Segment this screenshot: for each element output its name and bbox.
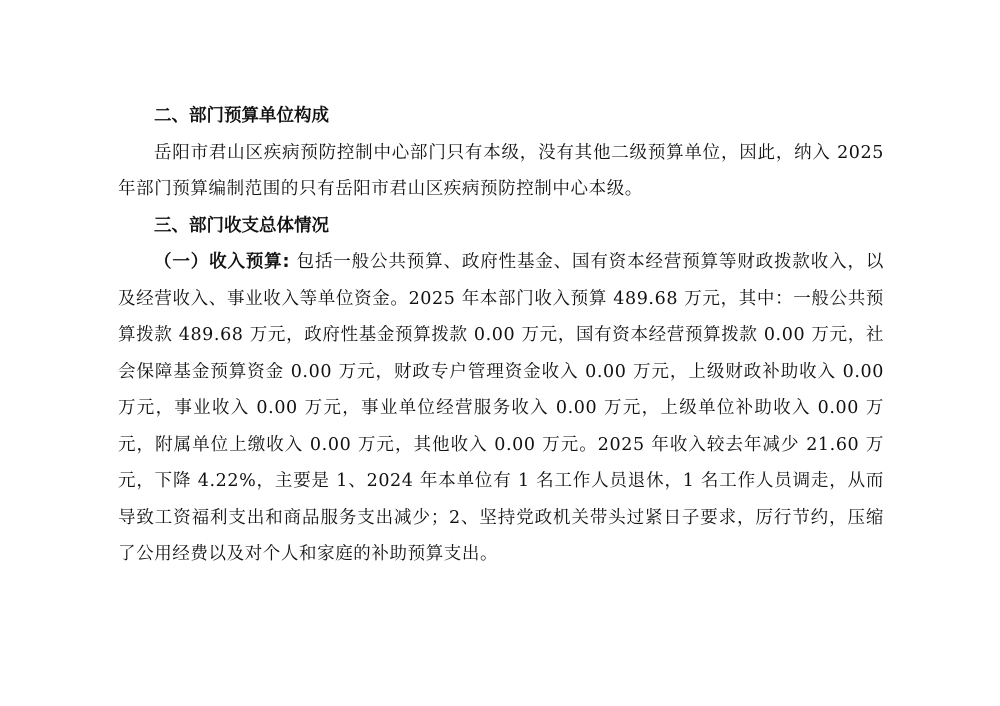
income-budget-body: 包括一般公共预算、政府性基金、国有资本经营预算等财政拨款收入，以及经营收入、事业收入等单位资金。2025 年本部门收入预算 489.68 万元，其中：一般公共预算拨款 489.68 万元，政府性基金预算拨款 0.00 万元，国有资本经营预算拨款 0.00 万元，社会保障基金预算资金 0.00 万元，财政专户管理资金收入 0.00 万元，上级财政补助收入 0.00 万元，事业收入 0.00 万元，事业单位经营服务收入 0.00 万元，上级单位补助收入 0.00 万元，附属单位上缴收入 0.00 万元，其他收入 0.00 万元。2025 年收入较去年减少 21.60 万元，下降 4.22%，主要是 1、2024 年本单位有 1 名工作人员退休，1 名工作人员调走，从而导致工资福利支出和商品服务支出减少；2、坚持党政机关带头过紧日子要求，厉行节约，压缩了公用经费以及对个人和家庭的补助预算支出。 (118, 252, 884, 564)
income-budget-lead: （一）收入预算: (154, 252, 291, 272)
document-content (118, 98, 884, 573)
section-heading-budget-overview: 三、部门收支总体情况 (154, 215, 329, 236)
paragraph-unit-composition: 岳阳市君山区疾病预防控制中心部门只有本级，没有其他二级预算单位，因此，纳入 2025 年部门预算编制范围的只有岳阳市君山区疾病预防控制中心本级。 (118, 142, 884, 199)
section-heading-unit-composition: 二、部门预算单位构成 (154, 106, 329, 126)
paragraph-income-budget (118, 244, 884, 573)
